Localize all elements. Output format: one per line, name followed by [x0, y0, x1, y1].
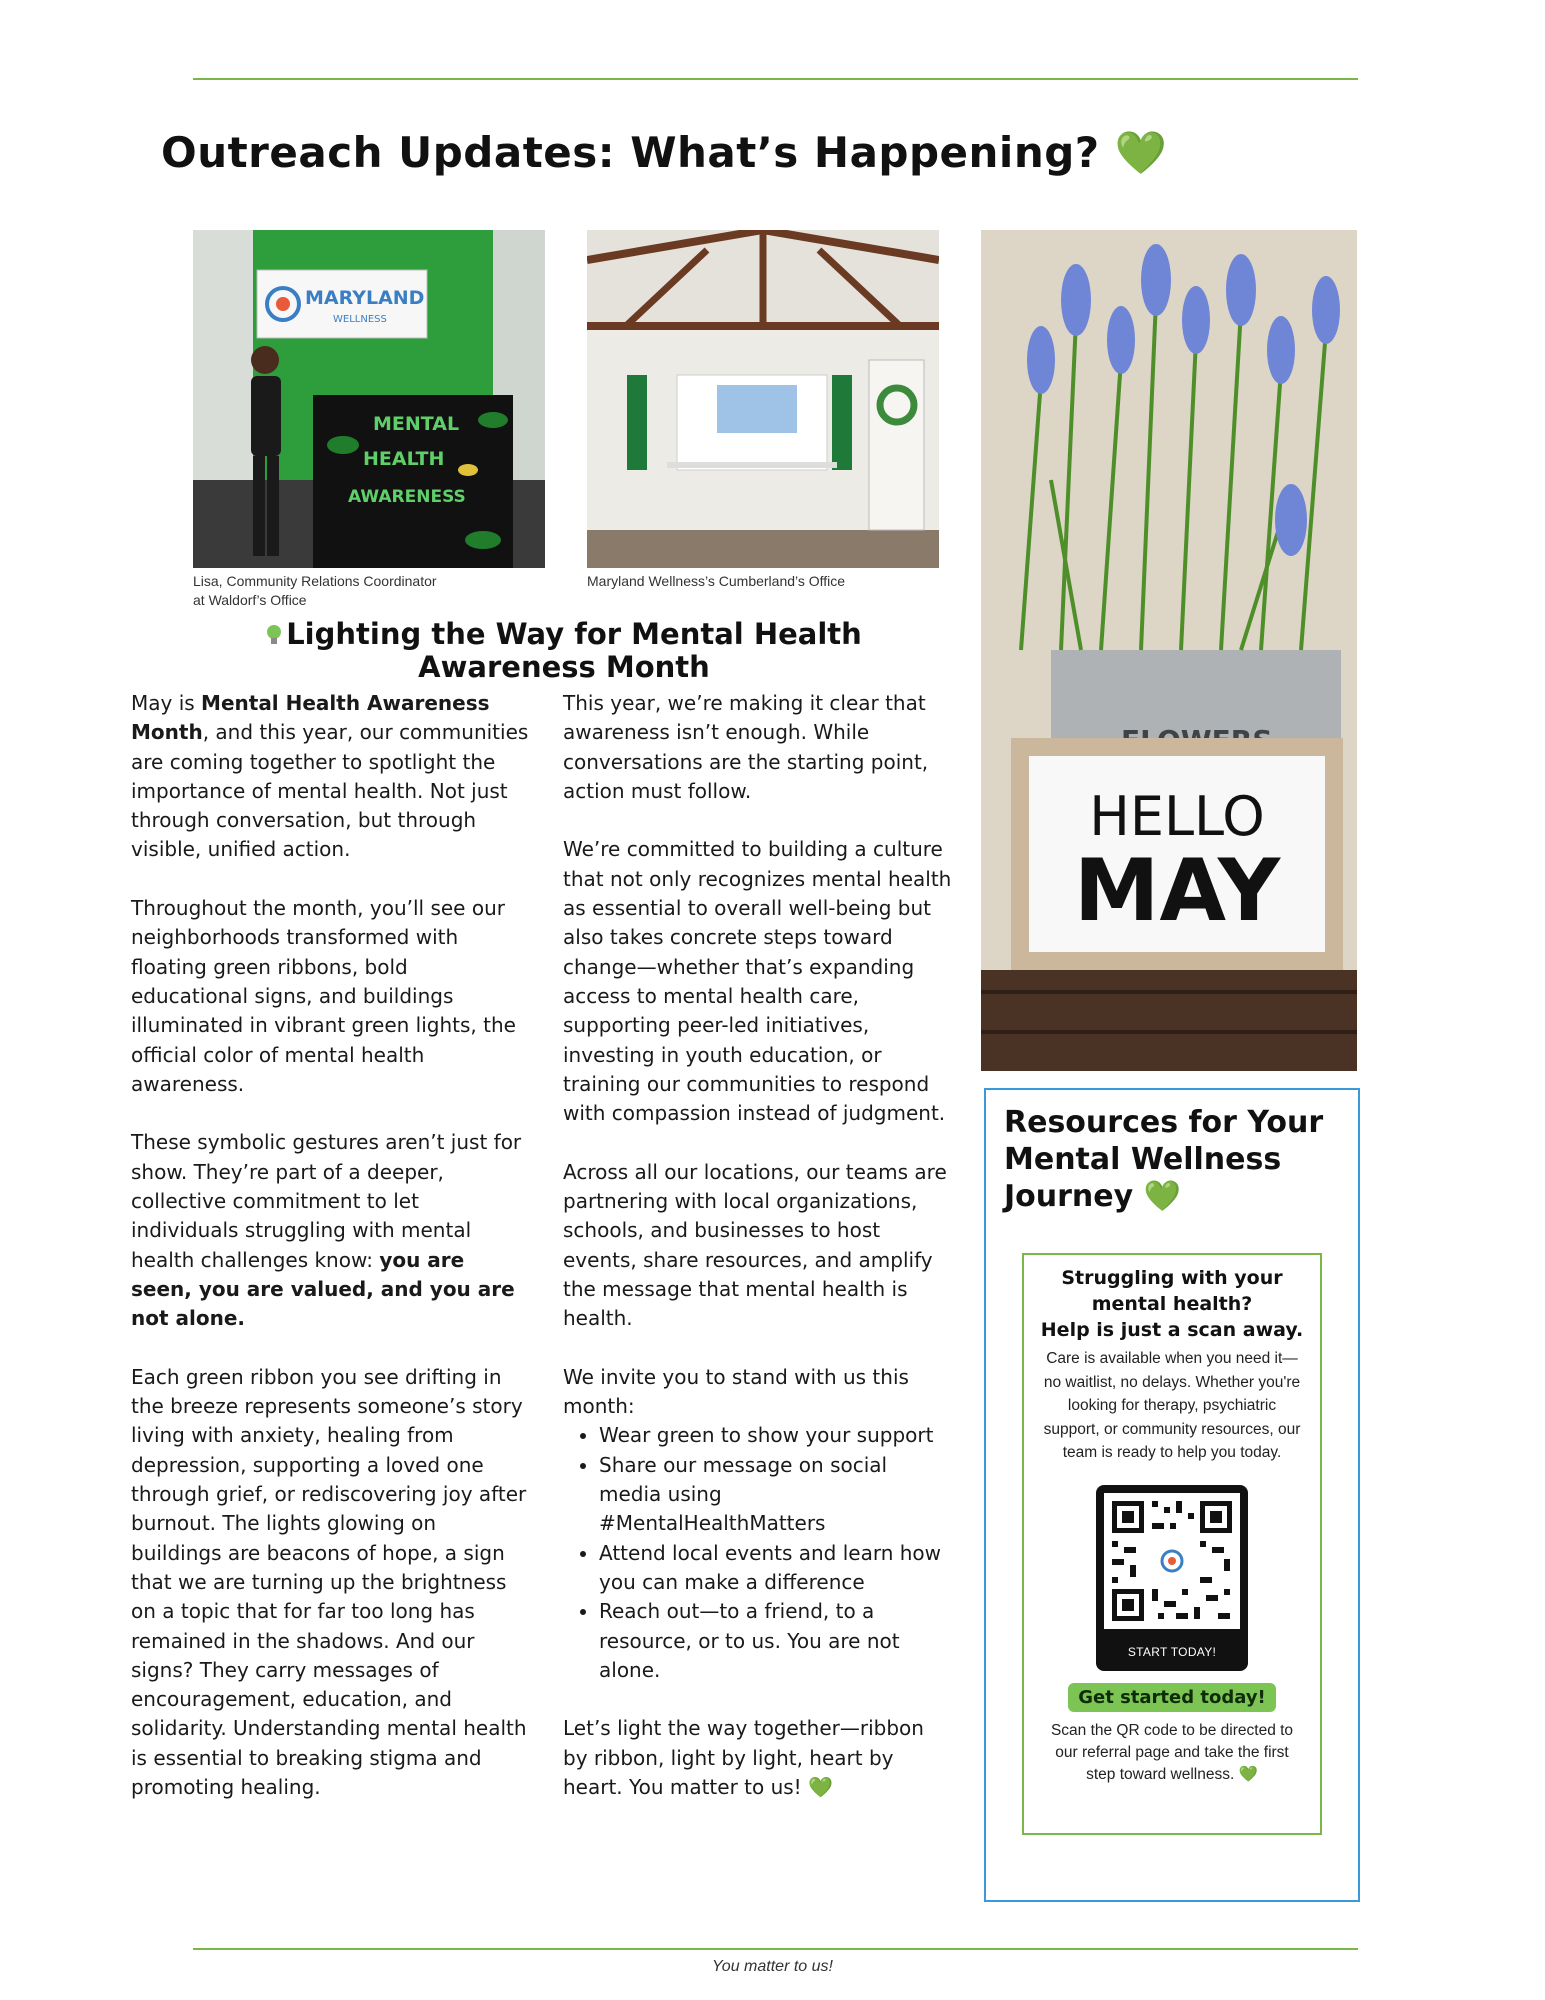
- svg-text:WELLNESS: WELLNESS: [333, 314, 387, 325]
- green-heart-icon: 💚: [808, 1774, 833, 1799]
- referral-heading: Struggling with your mental health? Help is just a scan away.: [1040, 1267, 1304, 1341]
- svg-text:HEALTH: HEALTH: [363, 448, 445, 470]
- qr-code[interactable]: [1104, 1493, 1240, 1629]
- svg-text:MAY: MAY: [1073, 841, 1281, 941]
- svg-text:MARYLAND: MARYLAND: [305, 287, 425, 309]
- qr-label: START TODAY!: [1127, 1644, 1217, 1659]
- bottom-divider: [193, 1948, 1358, 1950]
- top-divider: [193, 78, 1358, 80]
- resources-title: Resources for Your Mental Wellness Journey 💚: [1004, 1105, 1324, 1214]
- right-paragraph-2: We’re committed to building a culture that not only recognizes mental health as essential to overall well-being but also takes concrete steps toward change—whether that’s expanding access to mental health care, supporting peer-led initiatives, investing in youth education, or training our communities to respond with compassion instead of judgment.: [563, 837, 952, 1126]
- article-right-column: [563, 689, 953, 1832]
- page-footer: You matter to us!: [712, 1958, 833, 1975]
- list-item: • Share our message on social media using #MentalHealthMatters: [599, 1451, 953, 1539]
- action-list: [563, 1421, 953, 1685]
- waldorf-office-photo: [193, 230, 545, 568]
- resources-panel: [984, 1088, 1360, 1902]
- referral-footnote: Scan the QR code to be directed to our referral page and take the first step toward wellness. 💚: [1050, 1721, 1294, 1783]
- left-paragraph-3: These symbolic gestures aren’t just for show. They’re part of a deeper, collective commitment to let individuals struggling with mental health challenges know: you are seen, you are valued, and you are not alone.: [131, 1130, 522, 1331]
- lightbulb-icon: [266, 624, 282, 648]
- green-heart-icon: 💚: [1114, 128, 1168, 177]
- svg-text:MENTAL: MENTAL: [373, 413, 460, 435]
- article-title: Lighting the Way for Mental Health Awareness Month: [236, 618, 892, 684]
- cumberland-photo-caption: Maryland Wellness’s Cumberland’s Office: [587, 573, 846, 589]
- right-paragraph-5: Let’s light the way together—ribbon by ribbon, light by light, heart by heart. You matter to us! 💚: [563, 1716, 924, 1799]
- article-left-column: [131, 689, 529, 1832]
- get-started-button[interactable]: Get started today!: [1068, 1683, 1276, 1712]
- green-heart-icon: 💚: [1143, 1179, 1181, 1214]
- page-title: Outreach Updates: What’s Happening? 💚: [161, 128, 1168, 177]
- waldorf-photo-caption: Lisa, Community Relations Coordinator at Waldorf’s Office: [193, 573, 437, 608]
- left-paragraph-1: May is Mental Health Awareness Month, and this year, our communities are coming together to spotlight the importance of mental health. Not just through conversation, but through visible, unified action.: [131, 691, 529, 862]
- list-item: • Reach out—to a friend, to a resource, or to us. You are not alone.: [599, 1597, 953, 1685]
- list-item: • Attend local events and learn how you can make a difference: [599, 1539, 953, 1598]
- hello-may-photo: [981, 230, 1357, 1071]
- left-paragraph-2: Throughout the month, you’ll see our neighborhoods transformed with floating green ribbons, bold educational signs, and buildings illuminated in vibrant green lights, the official color of mental health awareness.: [131, 896, 516, 1096]
- green-heart-icon: 💚: [1238, 1765, 1258, 1783]
- left-paragraph-4: Each green ribbon you see drifting in the breeze represents someone’s story living with anxiety, healing from depression, supporting a loved one through grief, or rediscovering joy after burnout. The lights glowing on buildings are beacons of hope, a sign that we are turning up the brightness on a topic that for far too long has remained in the shadows. And our signs? They carry messages of encouragement, education, and solidarity. Understanding mental health is essential to breaking stigma and promoting healing.: [131, 1364, 527, 1799]
- referral-card: [1022, 1253, 1322, 1835]
- right-paragraph-4: We invite you to stand with us this month:: [563, 1364, 909, 1419]
- cumberland-office-photo: [587, 230, 939, 568]
- qr-code-card[interactable]: [1096, 1485, 1248, 1671]
- right-paragraph-1: This year, we’re making it clear that awareness isn’t enough. While conversations are the starting point, action must follow.: [563, 691, 929, 803]
- list-item: • Wear green to show your support: [599, 1421, 953, 1450]
- svg-text:AWARENESS: AWARENESS: [348, 487, 466, 507]
- svg-text:HELLO: HELLO: [1089, 785, 1265, 848]
- right-paragraph-3: Across all our locations, our teams are partnering with local organizations, schools, and businesses to host events, share resources, and amplify the message that mental health is health.: [563, 1159, 947, 1331]
- referral-body: Care is available when you need it—no waitlist, no delays. Whether you're looking for therapy, psychiatric support, or community resources, our team is ready to help you today.: [1043, 1350, 1301, 1461]
